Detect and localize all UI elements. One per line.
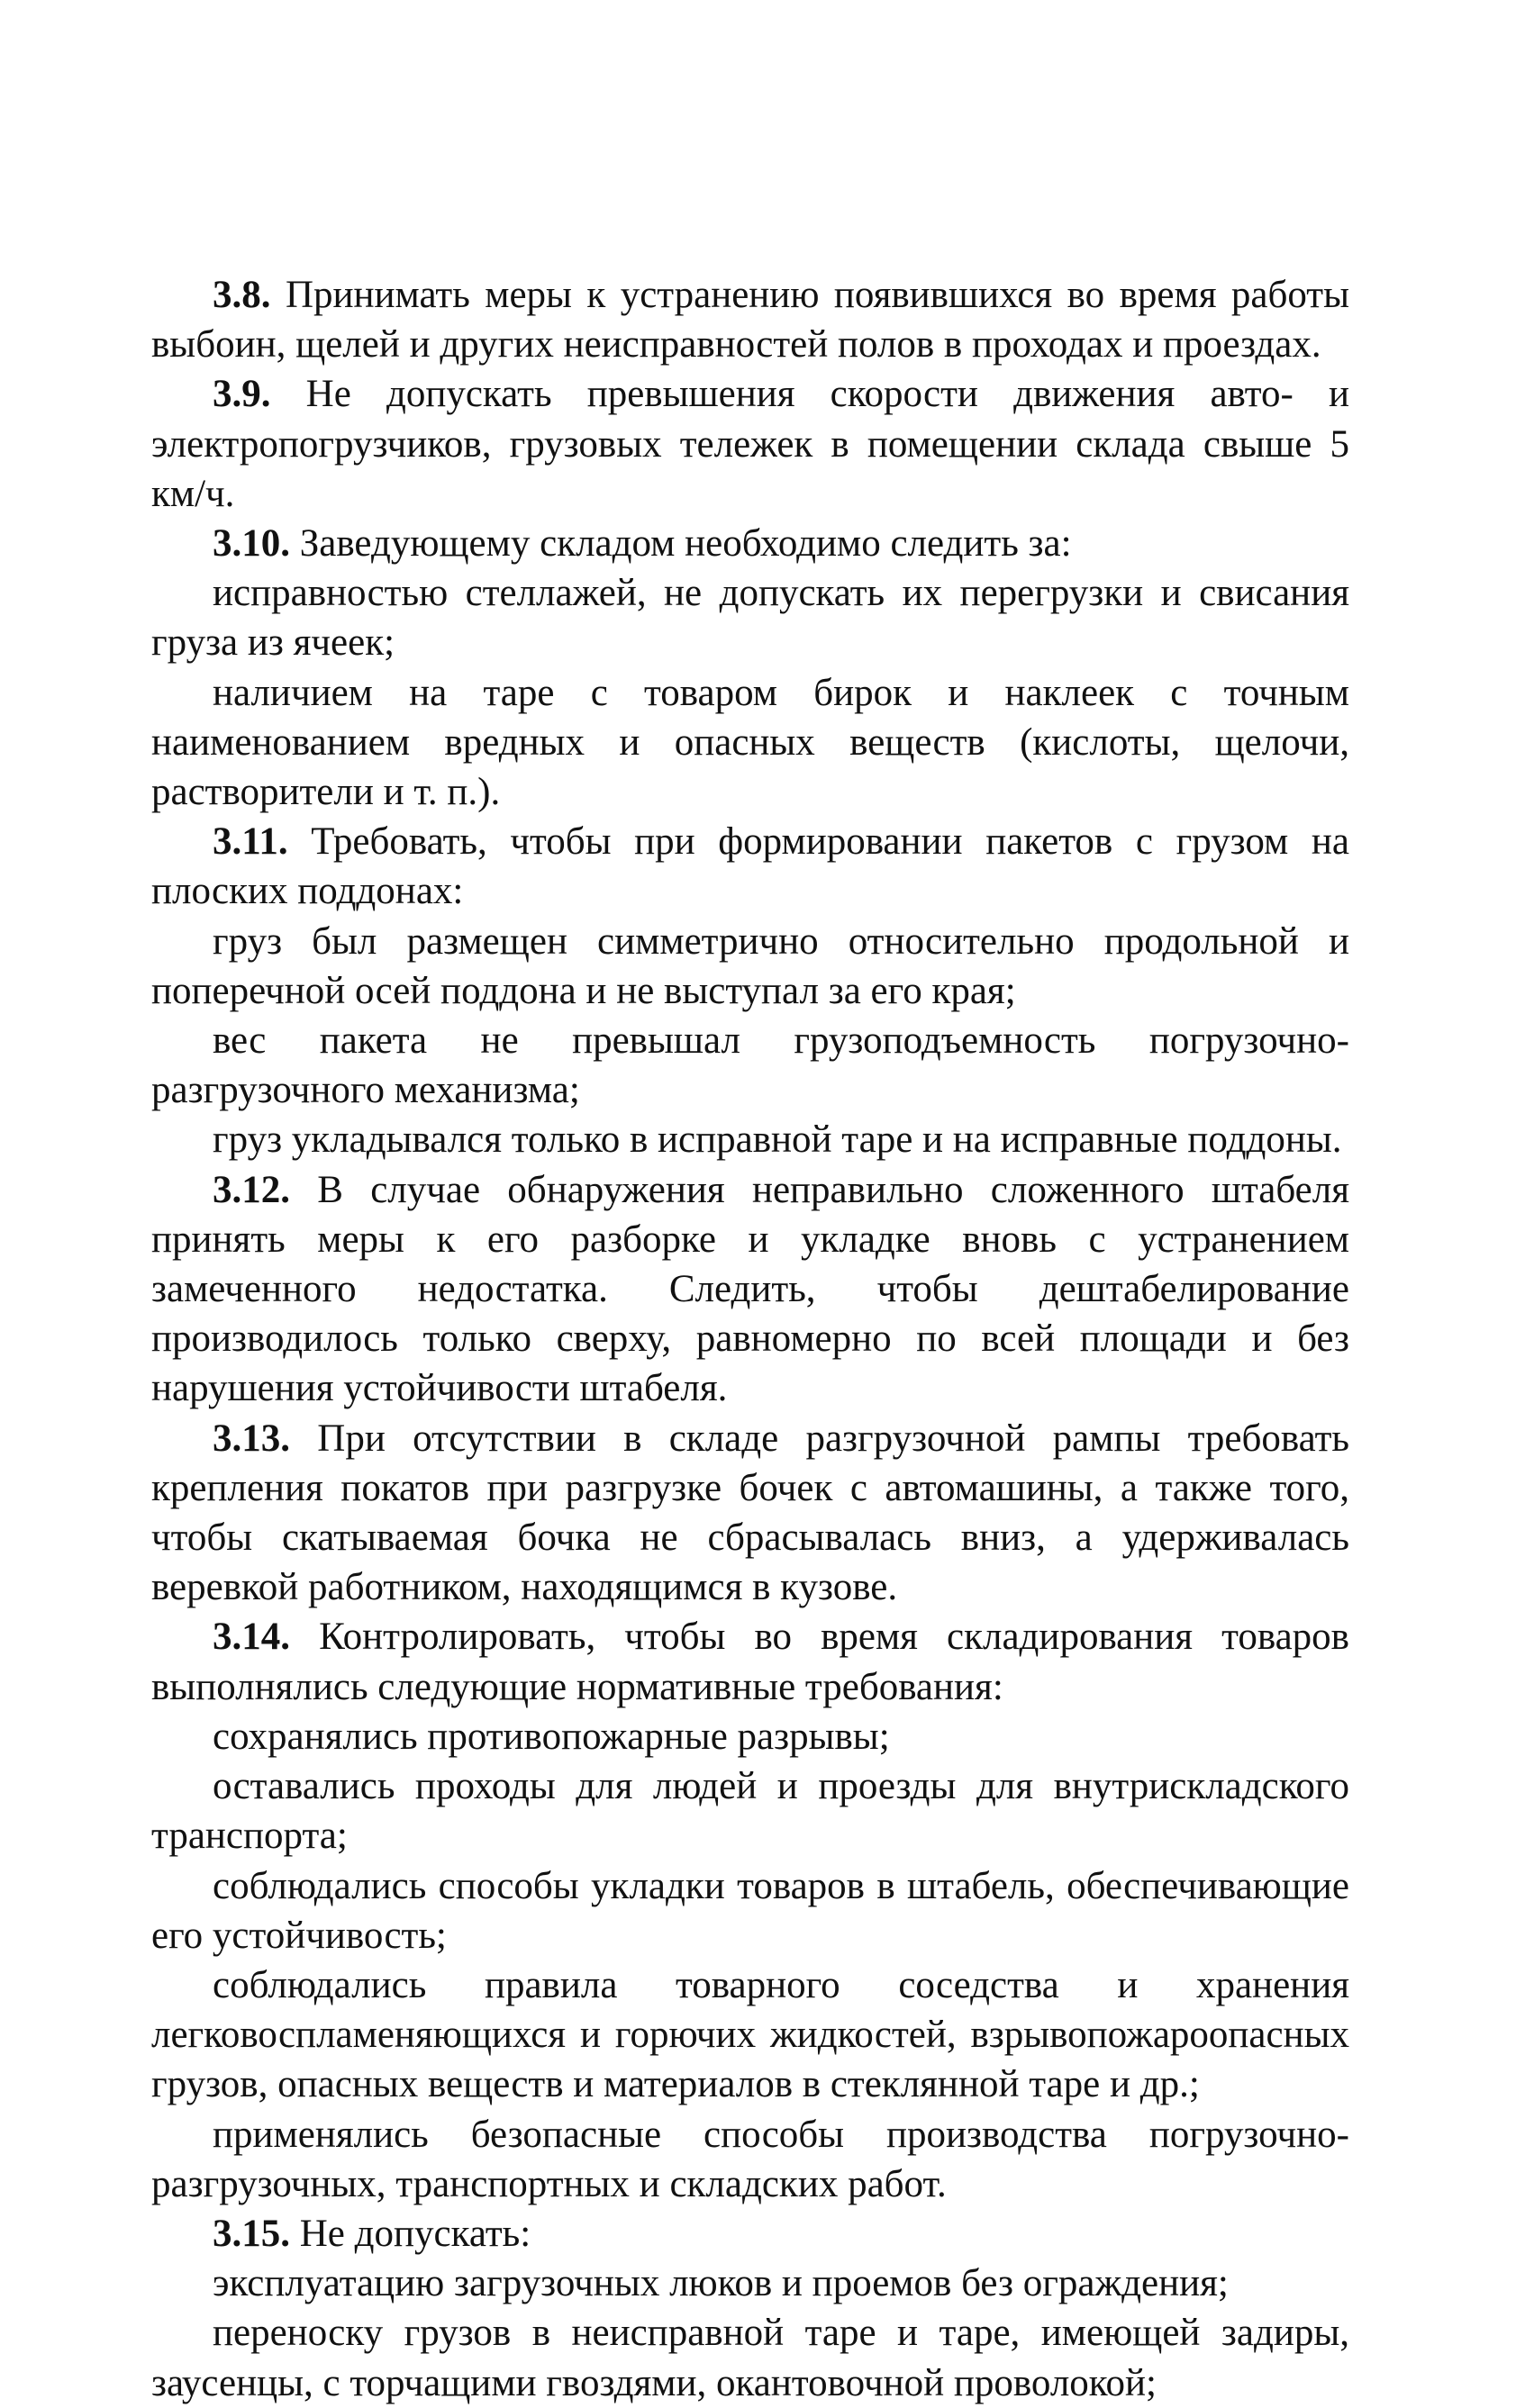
clause-number: 3.12. xyxy=(213,1168,290,1211)
list-item xyxy=(151,2110,1349,2209)
list-item xyxy=(151,1960,1349,2110)
list-item xyxy=(151,1761,1349,1860)
list-item-text: наличием на таре с товаром бирок и наклеек с точным наименованием вредных и опасных веществ (кислоты, щелочи, растворители и т. п.). xyxy=(151,671,1349,814)
list-item xyxy=(151,1016,1349,1115)
list-item-text: сохранялись противопожарные разрывы; xyxy=(213,1715,890,1758)
clause-number: 3.8. xyxy=(213,274,271,316)
paragraph-text: Не допускать: xyxy=(290,2212,531,2255)
list-item xyxy=(151,568,1349,667)
list-item-text: применялись безопасные способы производства погрузочно-разгрузочных, транспортных и складских работ. xyxy=(151,2113,1349,2205)
paragraph-3-10 xyxy=(151,519,1349,568)
paragraph-text: При отсутствии в складе разгрузочной рампы требовать крепления покатов при разгрузке бочек с автомашины, а также того, чтобы скатываемая бочка не сбрасывалась вниз, а удерживалась веревкой работником, находящимся в кузове. xyxy=(151,1417,1349,1609)
paragraph-3-11 xyxy=(151,817,1349,916)
paragraph-text: Не допускать превышения скорости движения авто- и электропогрузчиков, грузовых тележек в помещении склада свыше 5 км/ч. xyxy=(151,373,1349,515)
paragraph-3-9 xyxy=(151,369,1349,519)
paragraph-text: Контролировать, чтобы во время складирования товаров выполнялись следующие нормативные требования: xyxy=(151,1616,1349,1708)
paragraph-text: Принимать меры к устранению появившихся во время работы выбоин, щелей и других неисправностей полов в проходах и проездах. xyxy=(151,274,1349,367)
paragraph-text: В случае обнаружения неправильно сложенного штабеля принять меры к его разборке и укладке вновь с устранением замеченного недостатка. Следить, чтобы дештабелирование производилось только сверху, равномерно по всей площади и без нарушения устойчивости штабеля. xyxy=(151,1168,1349,1410)
paragraph-text: Требовать, чтобы при формировании пакетов с грузом на плоских поддонах: xyxy=(151,820,1349,913)
list-item-text: груз укладывался только в исправной таре и на исправные поддоны. xyxy=(213,1118,1342,1162)
paragraph-3-13 xyxy=(151,1414,1349,1613)
list-item xyxy=(151,917,1349,1016)
clause-number: 3.9. xyxy=(213,373,271,416)
list-item-text: исправностью стеллажей, не допускать их перегрузки и свисания груза из ячеек; xyxy=(151,572,1349,665)
list-item-text: эксплуатацию загрузочных люков и проемов без ограждения; xyxy=(213,2262,1229,2305)
list-item xyxy=(151,2259,1349,2308)
paragraph-3-12 xyxy=(151,1165,1349,1414)
list-item-text: соблюдались правила товарного соседства и хранения легковоспламеняющихся и горючих жидкостей, взрывопожароопасных грузов, опасных веществ и материалов в стеклянной таре и др.; xyxy=(151,1963,1349,2106)
clause-number: 3.15. xyxy=(213,2212,290,2255)
list-item-text: соблюдались способы укладки товаров в штабель, обеспечивающие его устойчивость; xyxy=(151,1864,1349,1957)
list-item-text: груз был размещен симметрично относительно продольной и поперечной осей поддона и не выступал за его края; xyxy=(151,919,1349,1012)
list-item xyxy=(151,1712,1349,1761)
paragraph-text: Заведующему складом необходимо следить за: xyxy=(290,522,1072,566)
list-item-text: вес пакета не превышал грузоподъемность погрузочно-разгрузочного механизма; xyxy=(151,1019,1349,1112)
list-item xyxy=(151,668,1349,818)
paragraph-3-14 xyxy=(151,1612,1349,1711)
list-item xyxy=(151,1115,1349,1164)
list-item xyxy=(151,1861,1349,1960)
paragraph-3-15 xyxy=(151,2209,1349,2259)
clause-number: 3.14. xyxy=(213,1616,290,1659)
document-page xyxy=(151,270,1349,2408)
list-item-text: переноску грузов в неисправной таре и таре, имеющей задиры, заусенцы, с торчащими гвоздями, окантовочной проволокой; xyxy=(151,2312,1349,2404)
paragraph-3-8 xyxy=(151,270,1349,369)
clause-number: 3.13. xyxy=(213,1417,290,1460)
list-item xyxy=(151,2308,1349,2407)
list-item-text: оставались проходы для людей и проезды для внутрискладского транспорта; xyxy=(151,1765,1349,1858)
clause-number: 3.10. xyxy=(213,522,290,566)
clause-number: 3.11. xyxy=(213,820,288,864)
